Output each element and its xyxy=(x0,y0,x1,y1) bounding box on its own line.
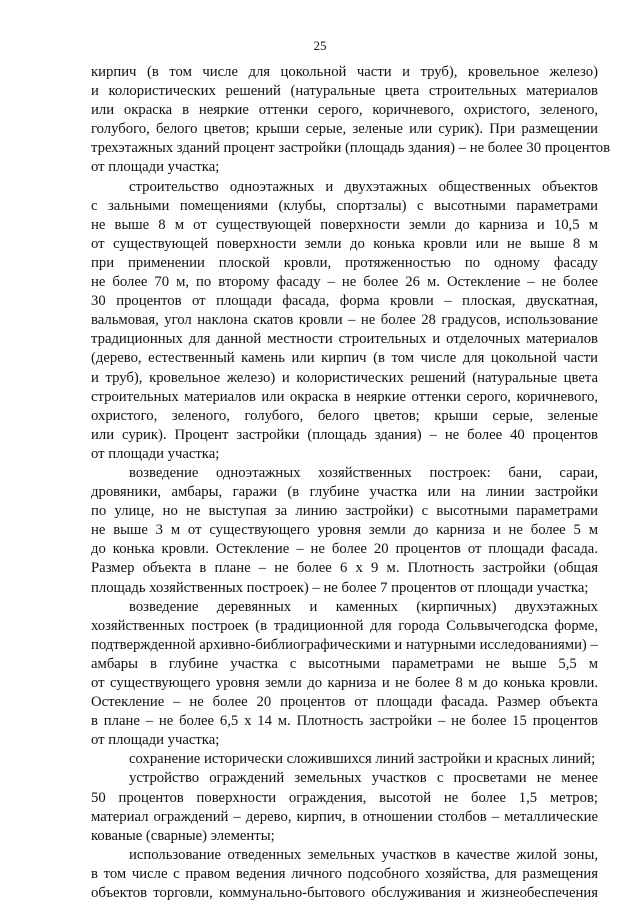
document-body xyxy=(91,63,611,903)
text-line: хозяйственных построек (в традиционной для города Сольвычегодска форме, xyxy=(91,617,598,634)
text-line: возведение деревянных и каменных (кирпичных) двухэтажных xyxy=(129,598,598,615)
text-line: сохранение исторически сложившихся линий застройки и красных линий; xyxy=(129,751,596,768)
text-line: или окраска в неяркие оттенки серого, коричневого, охристого, зеленого, xyxy=(91,102,598,119)
text-line: площадь хозяйственных построек) – не более 7 процентов от площади участка; xyxy=(91,579,589,596)
paragraph-land-use xyxy=(91,846,598,903)
paragraph-historic-lines xyxy=(91,750,598,769)
text-line: кованые (сварные) элементы; xyxy=(91,827,275,844)
text-line: (дерево, естественный камень или кирпич (в том числе для цокольной части xyxy=(91,350,598,367)
text-line: в том числе с правом ведения личного подсобного хозяйства, для размещения xyxy=(91,865,598,882)
text-line: объектов торговли, коммунально-бытового обслуживания и жизнеобеспечения xyxy=(91,885,598,902)
paragraph-one-storey-outbuildings xyxy=(91,464,598,598)
text-line: материал ограждений – дерево, кирпич, в отношении столбов – металлические xyxy=(91,808,598,825)
text-line: и труб), кровельное железо) и колористических решений (натуральные цвета xyxy=(91,369,598,386)
paragraph-continuation xyxy=(91,63,611,178)
text-line: не выше 8 м от существующей поверхности земли до карниза и 10,5 м xyxy=(91,216,598,233)
text-line: голубого, белого цветов; крыши серые, зеленые или сурик). При размещении xyxy=(91,121,598,138)
page-number: 25 xyxy=(313,38,327,53)
text-line: при применении плоской кровли, протяженностью по одному фасаду xyxy=(91,254,598,271)
text-line: Размер объекта в плане – не более 6 х 9 м. Плотность застройки (общая xyxy=(91,560,598,577)
text-line: с зальными помещениями (клубы, спортзалы) с высотными параметрами xyxy=(91,197,598,214)
text-line: не более 70 м, по второму фасаду – не более 26 м. Остекление – не более xyxy=(91,274,598,291)
text-line: охристого, зеленого, голубого, белого цветов; крыши серые, зеленые xyxy=(91,407,598,424)
text-line: вальмовая, угол наклона скатов кровли – не более 28 градусов, использование xyxy=(91,312,598,329)
text-line: от площади участка; xyxy=(91,732,220,749)
text-line: строительство одноэтажных и двухэтажных общественных объектов xyxy=(129,178,598,195)
text-line: трехэтажных зданий процент застройки (площадь здания) – не более 30 процентов xyxy=(91,140,611,157)
text-line: до конька кровли. Остекление – не более 20 процентов от площади фасада. xyxy=(91,541,598,558)
text-line: кирпич (в том числе для цокольной части и труб), кровельное железо) xyxy=(91,64,598,80)
text-line: по улице, но не выступая за линию застройки) с высотными параметрами xyxy=(91,503,598,520)
text-line: в плане – не более 6,5 х 14 м. Плотность застройки – не более 15 процентов xyxy=(91,713,598,730)
text-line: от существующей поверхности земли до конька кровли или не выше 8 м xyxy=(91,235,598,252)
text-line: дровяники, амбары, гаражи (в глубине участка или на линии застройки xyxy=(91,484,598,501)
text-line: от площади участка; xyxy=(91,445,220,462)
paragraph-fences xyxy=(91,769,598,845)
text-line: устройство ограждений земельных участков с просветами не менее xyxy=(129,770,598,787)
paragraph-public-buildings xyxy=(91,178,598,464)
text-line: и колористических решений (натуральные цвета строительных материалов xyxy=(91,83,598,100)
text-line: использование отведенных земельных участков в качестве жилой зоны, xyxy=(129,846,598,863)
text-line: не выше 3 м от существующего уровня земли до карниза и не более 5 м xyxy=(91,522,598,539)
text-line: строительных материалов или окраска в неяркие оттенки серого, коричневого, xyxy=(91,388,598,405)
paragraph-two-storey-outbuildings xyxy=(91,598,598,751)
text-line: 50 процентов поверхности ограждения, высотой не более 1,5 метров; xyxy=(91,789,598,806)
text-line: традиционных для данной местности строительных и отделочных материалов xyxy=(91,331,598,348)
text-line: Остекление – не более 20 процентов от площади фасада. Размер объекта xyxy=(91,694,598,711)
text-line: возведение одноэтажных хозяйственных построек: бани, сараи, xyxy=(129,464,598,481)
text-line: подтвержденной архивно-библиографическими и натурными исследованиями) – xyxy=(91,636,598,653)
text-line: от площади участка; xyxy=(91,159,220,176)
text-line: амбары в глубине участка с высотными параметрами не выше 5,5 м xyxy=(91,655,598,672)
text-line: от существующего уровня земли до карниза и не более 8 м до конька кровли. xyxy=(91,675,598,691)
text-line: 30 процентов от площади фасада, форма кровли – плоская, двускатная, xyxy=(91,293,598,310)
text-line: или сурик). Процент застройки (площадь здания) – не более 40 процентов xyxy=(91,426,598,443)
